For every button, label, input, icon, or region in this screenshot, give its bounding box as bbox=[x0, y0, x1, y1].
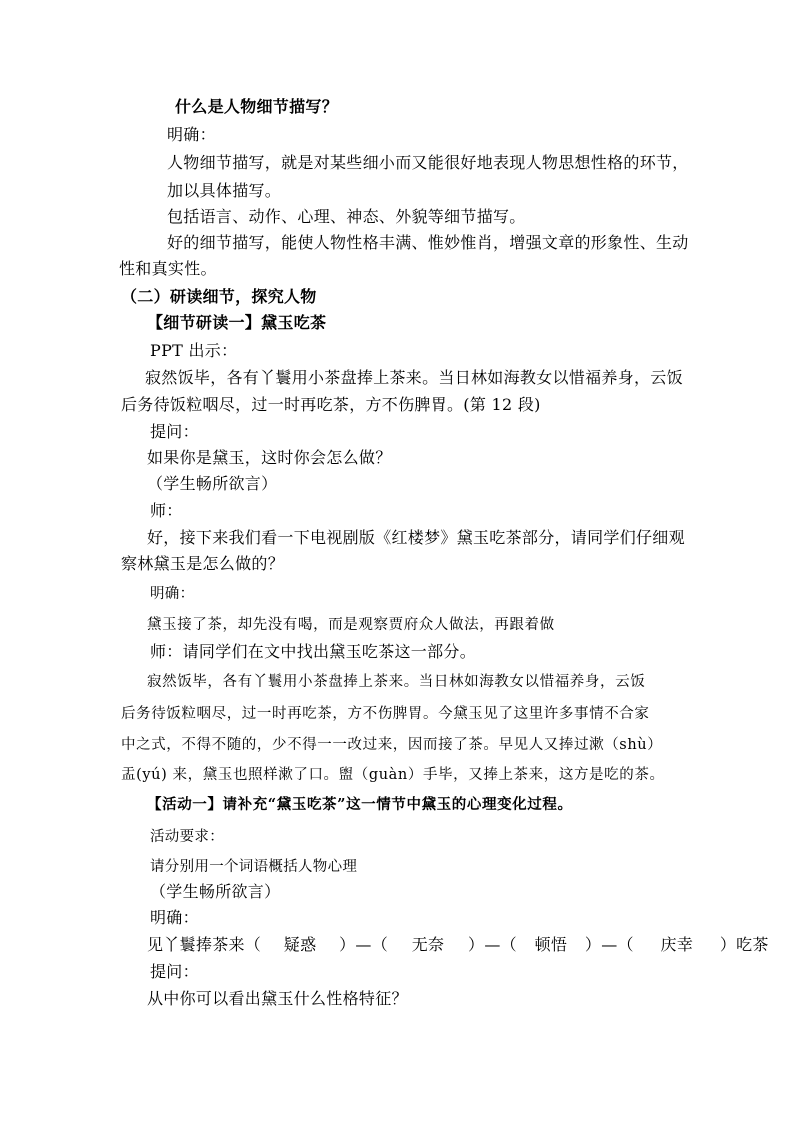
text-line-1: 寂然饭毕，各有丫鬟用小茶盘捧上茶来。当日林如海教女以惜福养身，云饭 bbox=[147, 674, 646, 690]
sequence-end: ）吃茶 bbox=[719, 935, 769, 954]
teacher-find-text: 师：请同学们在文中找出黛玉吃茶这一部分。 bbox=[150, 642, 477, 661]
psychology-word-1: 疑惑 bbox=[283, 935, 317, 954]
text-line-2: 后务待饭粒咽尽，过一时再吃茶，方不伤脾胃。今黛玉见了这里许多事情不合家 bbox=[121, 706, 650, 722]
quote-line-2: 后务待饭粒咽尽，过一时再吃茶，方不伤脾胃。(第 12 段) bbox=[121, 395, 541, 414]
text-line-3: 中之式，不得不随的，少不得一一改过来，因而接了茶。早见人又捧过漱（shù） bbox=[121, 737, 663, 753]
teacher-label: 师： bbox=[150, 501, 183, 520]
psychology-word-3: 顿悟 bbox=[534, 935, 568, 954]
effect-line-1: 好的细节描写，能使人物性格丰满、惟妙惟肖，增强文章的形象性、生动 bbox=[167, 233, 689, 252]
sequence-sep-3: ）—（ bbox=[584, 935, 634, 954]
activity-req-text: 请分别用一个词语概括人物心理 bbox=[150, 859, 358, 875]
activity-student-free: （学生畅所欲言） bbox=[150, 882, 281, 901]
ask-text: 如果你是黛玉，这时你会怎么做？ bbox=[147, 448, 392, 467]
teacher-line-2: 察林黛玉是怎么做的？ bbox=[121, 554, 285, 573]
teacher-line-1: 好，接下来我们看一下电视剧版《红楼梦》黛玉吃茶部分，请同学们仔细观 bbox=[147, 528, 685, 547]
subheading: 【细节研读一】黛玉吃茶 bbox=[147, 313, 327, 332]
text-line-4: 盂(yú) 来，黛玉也照样漱了口。盥（guàn）手毕，又捧上茶来，这方是吃的茶。 bbox=[121, 767, 665, 783]
effect-line-2: 性和真实性。 bbox=[119, 259, 217, 278]
activity-ask-label: 提问： bbox=[150, 962, 199, 981]
answer-label: 明确： bbox=[167, 125, 216, 144]
activity-ask-text: 从中你可以看出黛玉什么性格特征？ bbox=[147, 989, 408, 1008]
quote-line-1: 寂然饭毕，各有丫鬟用小茶盘捧上茶来。当日林如海教女以惜福养身，云饭 bbox=[145, 368, 683, 387]
sequence-start: 见丫鬟捧茶来（ bbox=[147, 935, 262, 954]
activity-answer-label: 明确： bbox=[150, 908, 199, 927]
section-heading: （二）研读细节，探究人物 bbox=[121, 287, 317, 306]
ask-label: 提问： bbox=[150, 422, 199, 441]
ppt-label: PPT 出示： bbox=[150, 341, 238, 360]
psychology-word-4: 庆幸 bbox=[660, 935, 694, 954]
answer-text: 黛玉接了茶，却先没有喝，而是观察贾府众人做法，再跟着做 bbox=[147, 617, 555, 633]
definition-line-1: 人物细节描写，就是对某些细小而又能很好地表现人物思想性格的环节， bbox=[167, 153, 689, 172]
types-line: 包括语言、动作、心理、神态、外貌等细节描写。 bbox=[167, 207, 526, 226]
student-free-text: （学生畅所欲言） bbox=[147, 474, 278, 493]
sequence-sep-2: ）—（ bbox=[468, 935, 517, 954]
activity-title: 【活动一】请补充“黛玉吃茶”这一情节中黛玉的心理变化过程。 bbox=[147, 796, 573, 813]
answer-label-2: 明确： bbox=[150, 586, 195, 602]
psychology-word-2: 无奈 bbox=[411, 935, 445, 954]
activity-req-label: 活动要求： bbox=[150, 829, 224, 845]
definition-line-2: 加以具体描写。 bbox=[167, 181, 282, 200]
psychology-sequence bbox=[147, 934, 769, 956]
question-heading: 什么是人物细节描写？ bbox=[175, 97, 339, 116]
sequence-sep-1: ）—（ bbox=[339, 935, 389, 954]
